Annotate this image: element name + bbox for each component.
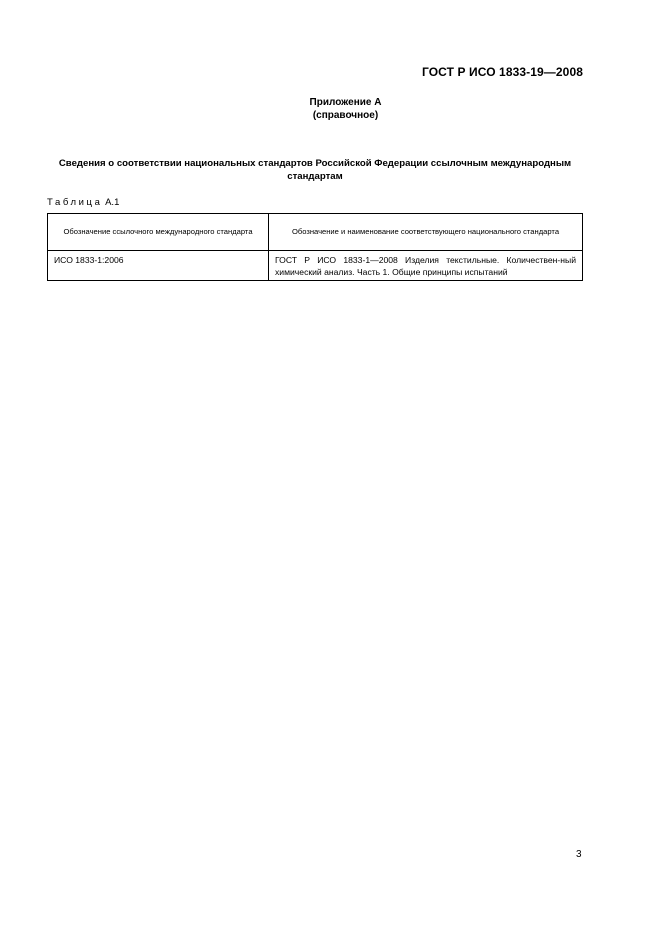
annex-heading xyxy=(0,96,661,122)
table-header-row xyxy=(48,214,583,251)
cell-international-standard: ИСО 1833-1:2006 xyxy=(48,251,269,281)
correspondence-table xyxy=(47,213,583,281)
page-number: 3 xyxy=(576,849,582,860)
table-row xyxy=(48,251,583,281)
annex-title: Приложение А xyxy=(309,97,382,108)
table-caption-word: Таблица xyxy=(47,197,103,208)
column-header-national: Обозначение и наименование соответствующего национального стандарта xyxy=(269,214,583,251)
cell-national-standard: ГОСТ Р ИСО 1833-1—2008 Изделия текстильные. Количествен-ный химический анализ. Часть 1. Общие принципы испытаний xyxy=(269,251,583,281)
annex-type: (справочное) xyxy=(312,110,379,121)
table-caption-number: А.1 xyxy=(105,197,120,208)
table-caption xyxy=(47,197,119,208)
standard-code-header: ГОСТ Р ИСО 1833-19—2008 xyxy=(421,65,583,79)
section-title: Сведения о соответствии национальных стандартов Российской Федерации ссылочным международным стандартам xyxy=(58,158,572,182)
column-header-international: Обозначение ссылочного международного стандарта xyxy=(48,214,269,251)
